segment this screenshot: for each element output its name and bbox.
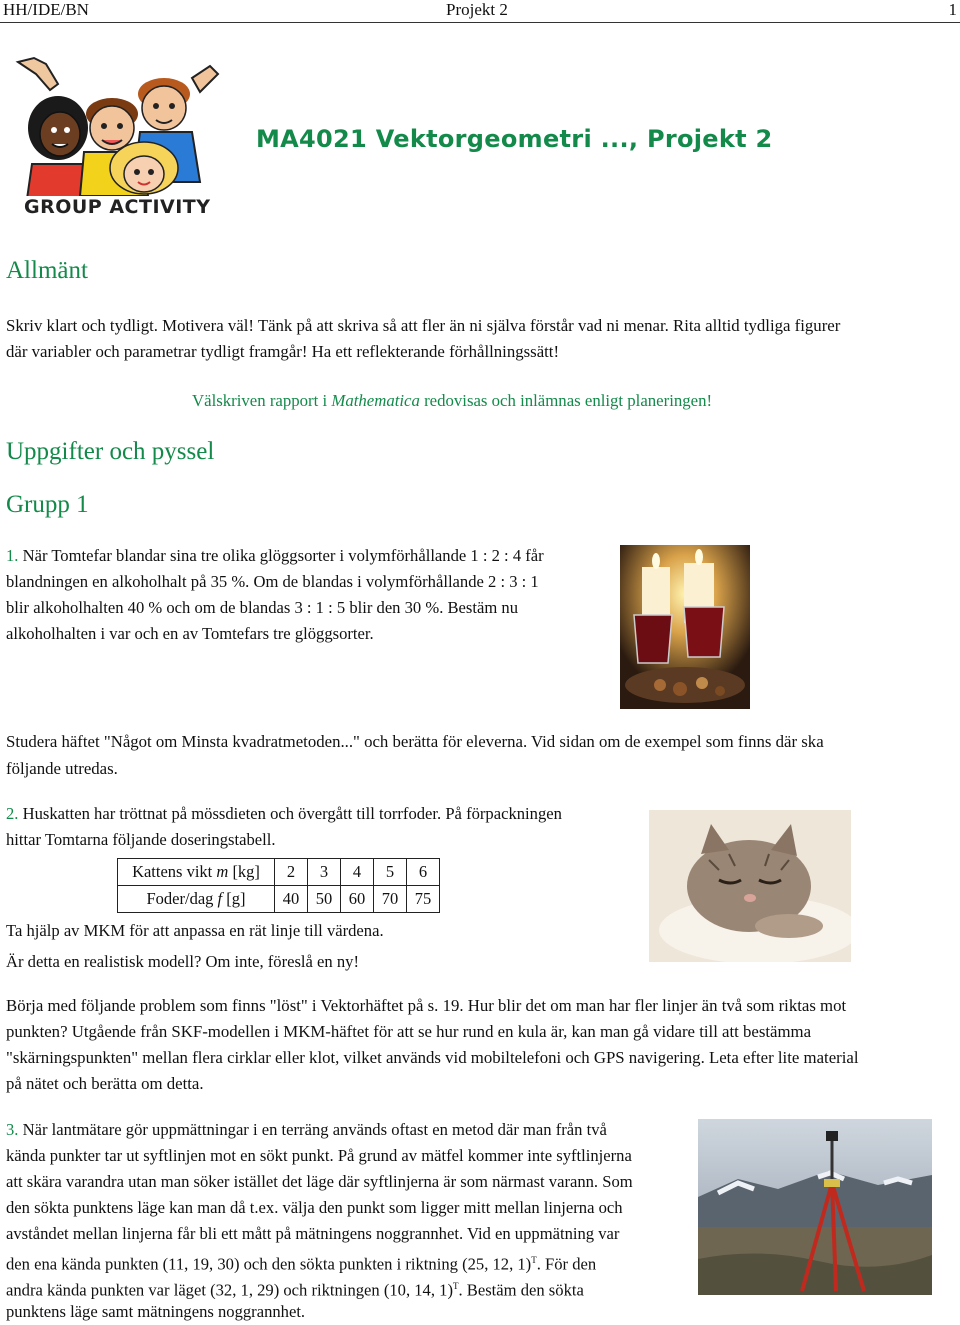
table-row — [118, 859, 440, 886]
table-cell: 6 — [407, 859, 440, 886]
report-note-software: Mathematica — [331, 391, 420, 410]
weight-var: m — [216, 862, 229, 881]
transpose-sup: T — [452, 1281, 459, 1291]
table-cell: 50 — [308, 886, 341, 913]
task2-line-4: Är detta en realistisk modell? Om inte, föreslå en ny! — [6, 952, 359, 971]
task3-text-6b: . För den — [536, 1254, 597, 1274]
heading-grupp-1: Grupp 1 — [6, 491, 89, 518]
table-cell: 60 — [341, 886, 374, 913]
task3-line-5: avståndet mellan linjerna får bli ett mått på mätningens noggrannhet. Vid en uppmätning var — [6, 1224, 620, 1243]
task3-line-1 — [6, 1117, 607, 1143]
borja-line-2: punkten? Utgående från SKF-modellen i MKM-häftet för att se hur rund en kula är, kan man gå vidare till att bestämma — [6, 1022, 812, 1041]
table-cell: 70 — [374, 886, 407, 913]
header-left: HH/IDE/BN — [3, 0, 89, 19]
task2-text-1: Huskatten har tröttnat på mössdieten och övergått till torrfoder. På förpackningen — [18, 804, 562, 823]
table-cell: 3 — [308, 859, 341, 886]
table-cell: 75 — [407, 886, 440, 913]
header-page-number: 1 — [948, 0, 957, 19]
glogg-candles-photo — [620, 545, 750, 709]
task2-line-3: Ta hjälp av MKM för att anpassa en rät linje till värdena. — [6, 921, 384, 940]
sleeping-kitten-photo — [649, 810, 851, 962]
task3-text-7a: andra kända punkten var läget (32, 1, 29) och riktningen (10, 14, 1) — [6, 1280, 453, 1300]
surveying-tripod-photo — [698, 1119, 932, 1295]
table-row — [118, 886, 440, 913]
task1-line-2: blandningen en alkoholhalt på 35 %. Om de blandas i volymförhållande 2 : 3 : 1 — [6, 572, 539, 591]
dosing-table — [117, 858, 440, 913]
report-note — [192, 388, 712, 414]
task1-line-4: alkoholhalten i var och en av Tomtefars tre glöggsorter. — [6, 624, 374, 643]
studera-line-1: Studera häftet "Något om Minsta kvadratmetoden..." och berätta för eleverna. Vid sidan om de exempel som finns där ska — [6, 732, 824, 751]
task1-line-1 — [6, 543, 544, 569]
weight-unit: [kg] — [228, 862, 260, 881]
task3-line-2: kända punkter tar ut syftlinjen mot en sökt punkt. På grund av mätfel kommer inte syftlinjerna — [6, 1146, 632, 1165]
task1-line-3: blir alkoholhalten 40 % och om de blandas 3 : 1 : 5 blir den 30 %. Bestäm nu — [6, 598, 519, 617]
task3-text-1: När lantmätare gör uppmättningar i en terräng används oftast en metod där man från två — [18, 1120, 607, 1139]
table-cell: 2 — [275, 859, 308, 886]
header-center: Projekt 2 — [446, 0, 508, 19]
row-label-food — [118, 886, 275, 913]
report-note-pre: Välskriven rapport i — [192, 391, 332, 410]
task3-line-8: punktens läge samt mätningens noggrannhet. — [6, 1302, 306, 1321]
group-activity-logo — [14, 56, 230, 231]
task3-line-3: att skära varandra utan man söker istället det läge där syftlinjerna är som närmast varann. Som — [6, 1172, 633, 1191]
heading-allmant: Allmänt — [6, 257, 88, 284]
transpose-sup: T — [531, 1255, 537, 1265]
task3-number: 3. — [6, 1120, 19, 1139]
task3-line-4: den sökta punktens läge kan man då t.ex. välja den punkt som ligger mitt mellan linjerna och — [6, 1198, 623, 1217]
table-cell: 40 — [275, 886, 308, 913]
food-label: Foder/dag — [146, 889, 218, 908]
document-title: MA4021 Vektorgeometri ..., Projekt 2 — [256, 125, 773, 153]
row-label-weight — [118, 859, 275, 886]
heading-uppgifter: Uppgifter och pyssel — [6, 438, 215, 465]
task2-line-2: hittar Tomtarna följande doseringstabell. — [6, 830, 276, 849]
task2-number: 2. — [6, 804, 19, 823]
studera-line-2: följande utredas. — [6, 759, 118, 778]
borja-line-4: på nätet och berätta om detta. — [6, 1074, 204, 1093]
task1-number: 1. — [6, 546, 19, 565]
report-note-post: redovisas och inlämnas enligt planeringen! — [419, 391, 713, 410]
borja-line-3: "skärningspunkten" mellan flera cirklar eller klot, vilket används vid mobiltelefoni och GPS navigering. Leta efter lite material — [6, 1048, 859, 1067]
page-header — [0, 0, 960, 23]
task1-text-1: När Tomtefar blandar sina tre olika glöggsorter i volymförhållande 1 : 2 : 4 får — [18, 546, 544, 565]
borja-line-1: Börja med följande problem som finns "löst" i Vektorhäftet på s. 19. Hur blir det om man har fler linjer än två som riktas mot — [6, 996, 847, 1015]
allmant-line-2: där variabler och parametrar tydligt framgår! Ha ett reflekterande förhållningssätt! — [6, 342, 560, 361]
logo-caption: GROUP ACTIVITY — [24, 196, 211, 218]
food-unit: [g] — [222, 889, 246, 908]
allmant-line-1: Skriv klart och tydligt. Motivera väl! Tänk på att skriva så att fler än ni själva förstår vad ni menar. Rita alltid tydliga figurer — [6, 316, 841, 335]
table-cell: 5 — [374, 859, 407, 886]
weight-label: Kattens vikt — [132, 862, 217, 881]
food-var: f — [217, 889, 223, 908]
task2-line-1 — [6, 801, 562, 827]
task3-text-7b: . Bestäm den sökta — [458, 1280, 584, 1300]
task3-text-6a: den ena kända punkten (11, 19, 30) och den sökta punkten i riktning (25, 12, 1) — [6, 1254, 532, 1274]
table-cell: 4 — [341, 859, 374, 886]
